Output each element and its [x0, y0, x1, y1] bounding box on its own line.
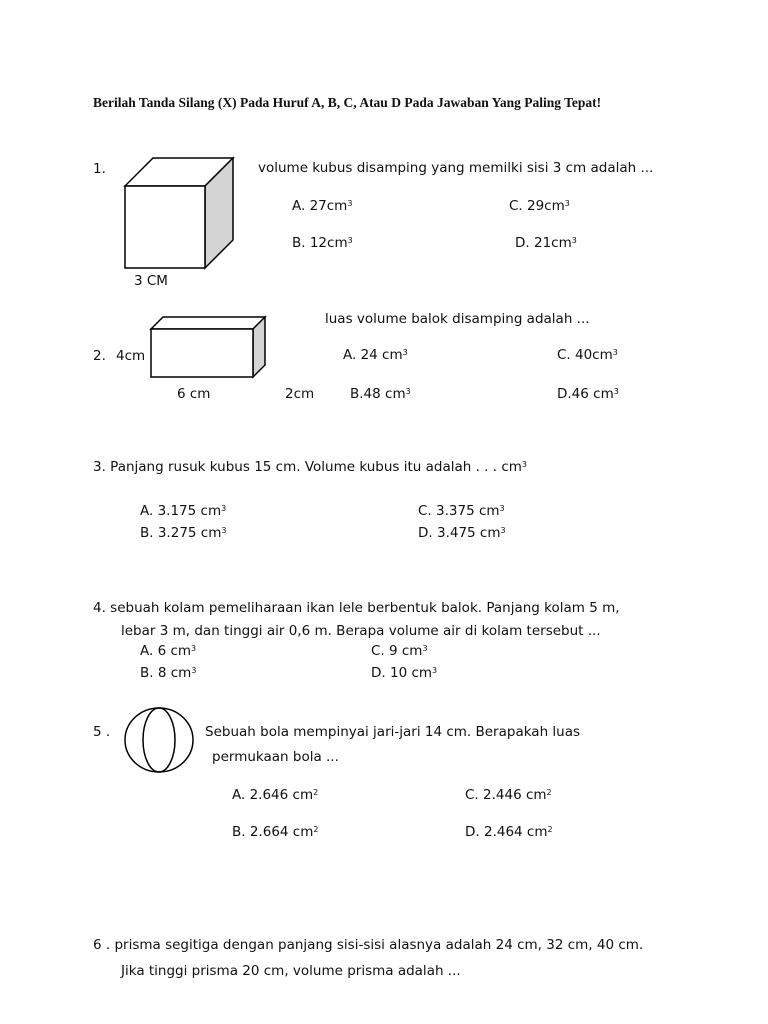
q5-option-b[interactable]: B. 2.664 $cm^2$	[232, 824, 319, 840]
q5-question-line1: Sebuah bola mempinyai jari-jari 14 cm. Berapakah luas	[205, 724, 581, 740]
q1-number: 1.	[93, 161, 106, 177]
q3-option-a[interactable]: A. 3.175 $cm^3$	[140, 503, 227, 519]
q1-option-d[interactable]: D. $21cm^3$	[515, 235, 577, 251]
q2-number: 2.	[93, 348, 106, 364]
q4-option-a[interactable]: A. 6 $cm^3$	[140, 643, 197, 659]
cuboid-width-label: 2cm	[285, 386, 315, 402]
sphere-figure	[123, 707, 195, 773]
q4-option-b[interactable]: B. 8 $cm^3$	[140, 665, 197, 681]
q1-question: volume kubus disamping yang memilki sisi 3 cm adalah ...	[258, 160, 654, 176]
q5-question-line2: permukaan bola ...	[212, 749, 339, 765]
q3-option-b[interactable]: B. 3.275 $cm^3$	[140, 525, 227, 541]
q3-option-d[interactable]: D. 3.475 $cm^3$	[418, 525, 506, 541]
q6-question-line1: 6 . prisma segitiga dengan panjang sisi-sisi alasnya adalah 24 cm, 32 cm, 40 cm.	[93, 937, 644, 953]
cuboid-length-label: 6 cm	[177, 386, 211, 402]
q5-option-c[interactable]: C. 2.446 $cm^2$	[465, 787, 552, 803]
cuboid-height-label: 4cm	[116, 348, 146, 364]
q2-option-b[interactable]: B.48 $cm^3$	[350, 386, 411, 402]
q2-option-d[interactable]: D.46 $cm^3$	[557, 386, 619, 402]
q4-question-line1: 4. sebuah kolam pemeliharaan ikan lele berbentuk balok. Panjang kolam 5 m,	[93, 600, 620, 616]
q2-question: luas volume balok disamping adalah ...	[325, 311, 590, 327]
q1-option-c[interactable]: C. $29cm^3$	[509, 198, 570, 214]
q6-question-line2: Jika tinggi prisma 20 cm, volume prisma adalah ...	[121, 963, 461, 979]
q2-option-c[interactable]: C. $40cm^3$	[557, 347, 618, 363]
q5-option-a[interactable]: A. 2.646 $cm^2$	[232, 787, 319, 803]
q4-option-d[interactable]: D. 10 $cm^3$	[371, 665, 438, 681]
q1-option-b[interactable]: B. $12cm^3$	[292, 235, 353, 251]
cuboid-figure	[151, 317, 267, 379]
q5-option-d[interactable]: D. 2.464 $cm^2$	[465, 824, 553, 840]
q2-option-a[interactable]: A. 24 $cm^3$	[343, 347, 408, 363]
q3-question: 3. Panjang rusuk kubus 15 cm. Volume kubus itu adalah . . . $cm^3$	[93, 459, 528, 475]
q3-option-c[interactable]: C. 3.375 $cm^3$	[418, 503, 505, 519]
q4-option-c[interactable]: C. 9 $cm^3$	[371, 643, 428, 659]
q1-option-a[interactable]: A. $27cm^3$	[292, 198, 353, 214]
cube-figure	[125, 158, 235, 268]
instruction-header: Berilah Tanda Silang (X) Pada Huruf A, B, C, Atau D Pada Jawaban Yang Paling Tepat!	[93, 95, 602, 110]
q4-question-line2: lebar 3 m, dan tinggi air 0,6 m. Berapa volume air di kolam tersebut ...	[121, 623, 601, 639]
q5-number: 5 .	[93, 724, 111, 740]
cube-side-label: 3 CM	[134, 273, 168, 289]
